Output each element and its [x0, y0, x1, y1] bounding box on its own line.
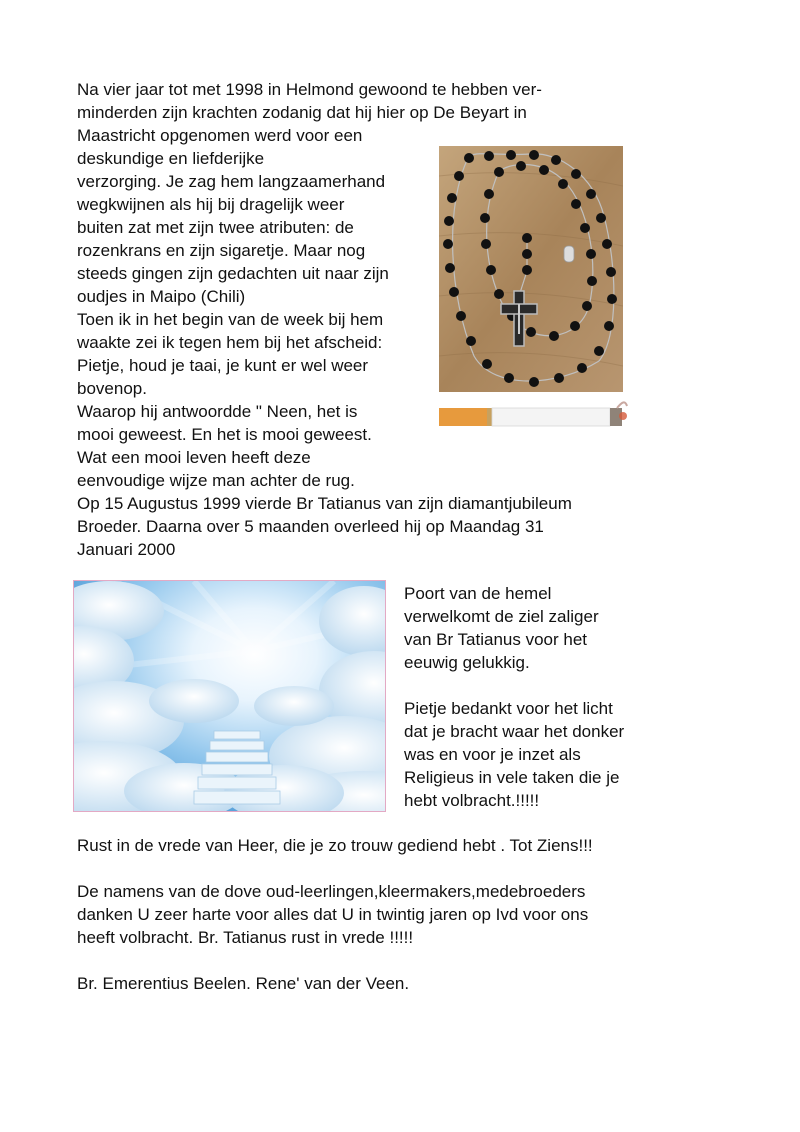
text-line: oudjes in Maipo (Chili): [77, 287, 246, 306]
text-line: eenvoudige wijze man achter de rug.: [77, 471, 355, 490]
text-line: wegkwijnen als hij bij dragelijk weer: [77, 195, 345, 214]
text-line: heeft volbracht. Br. Tatianus rust in vrede !!!!!: [77, 928, 414, 947]
text-line: Na vier jaar tot met 1998 in Helmond gewoond te hebben ver-: [77, 80, 542, 99]
heaven-stairs-image: [73, 580, 386, 812]
text-line: Op 15 Augustus 1999 vierde Br Tatianus van zijn diamantjubileum: [77, 494, 572, 513]
text-line: dat je bracht waar het donker: [404, 722, 625, 741]
text-line: Pietje, houd je taai, je kunt er wel weer: [77, 356, 369, 375]
text-line: minderden zijn krachten zodanig dat hij hier op De Beyart in: [77, 103, 527, 122]
text-line: Wat een mooi leven heeft deze: [77, 448, 311, 467]
cigarette-illustration: [437, 398, 629, 430]
text-line: Toen ik in het begin van de week bij hem: [77, 310, 384, 329]
text-line: danken U zeer harte voor alles dat U in twintig jaren op Ivd voor ons: [77, 905, 589, 924]
text-line: was en voor je inzet als: [404, 745, 581, 764]
text-line: Religieus in vele taken die je: [404, 768, 620, 787]
text-line: Januari 2000: [77, 540, 176, 559]
text-line: verzorging. Je zag hem langzaamerhand: [77, 172, 386, 191]
text-line: Maastricht opgenomen werd voor een: [77, 126, 363, 145]
text-line: buiten zat met zijn twee atributen: de: [77, 218, 354, 237]
text-line: van Br Tatianus voor het: [404, 630, 588, 649]
text-line: De namens van de dove oud-leerlingen,kleermakers,medebroeders: [77, 882, 586, 901]
text-line: hebt volbracht.!!!!!: [404, 791, 540, 810]
text-line: deskundige en liefderijke: [77, 149, 265, 168]
text-line: Waarop hij antwoordde " Neen, het is: [77, 402, 358, 421]
text-line: eeuwig gelukkig.: [404, 653, 530, 672]
rest-in-peace-line: Rust in de vrede van Heer, die je zo trouw gediend hebt . Tot Ziens!!!: [77, 836, 593, 855]
text-line: bovenop.: [77, 379, 147, 398]
heaven-illustration: [74, 581, 385, 811]
text-line: steeds gingen zijn gedachten uit naar zijn: [77, 264, 389, 283]
text-line: rozenkrans en zijn sigaretje. Maar nog: [77, 241, 366, 260]
text-line: Broeder. Daarna over 5 maanden overleed hij op Maandag 31: [77, 517, 544, 536]
text-line: Poort van de hemel: [404, 584, 552, 603]
cigarette-image: [437, 398, 629, 430]
text-line: verwelkomt de ziel zaliger: [404, 607, 599, 626]
rosary-illustration: [439, 146, 623, 392]
text-line: mooi geweest. En het is mooi geweest.: [77, 425, 372, 444]
text-line: waakte zei ik tegen hem bij het afscheid:: [77, 333, 383, 352]
signature-line: Br. Emerentius Beelen. Rene' van der Veen.: [77, 974, 410, 993]
text-line: Pietje bedankt voor het licht: [404, 699, 613, 718]
rosary-image: [439, 146, 623, 392]
